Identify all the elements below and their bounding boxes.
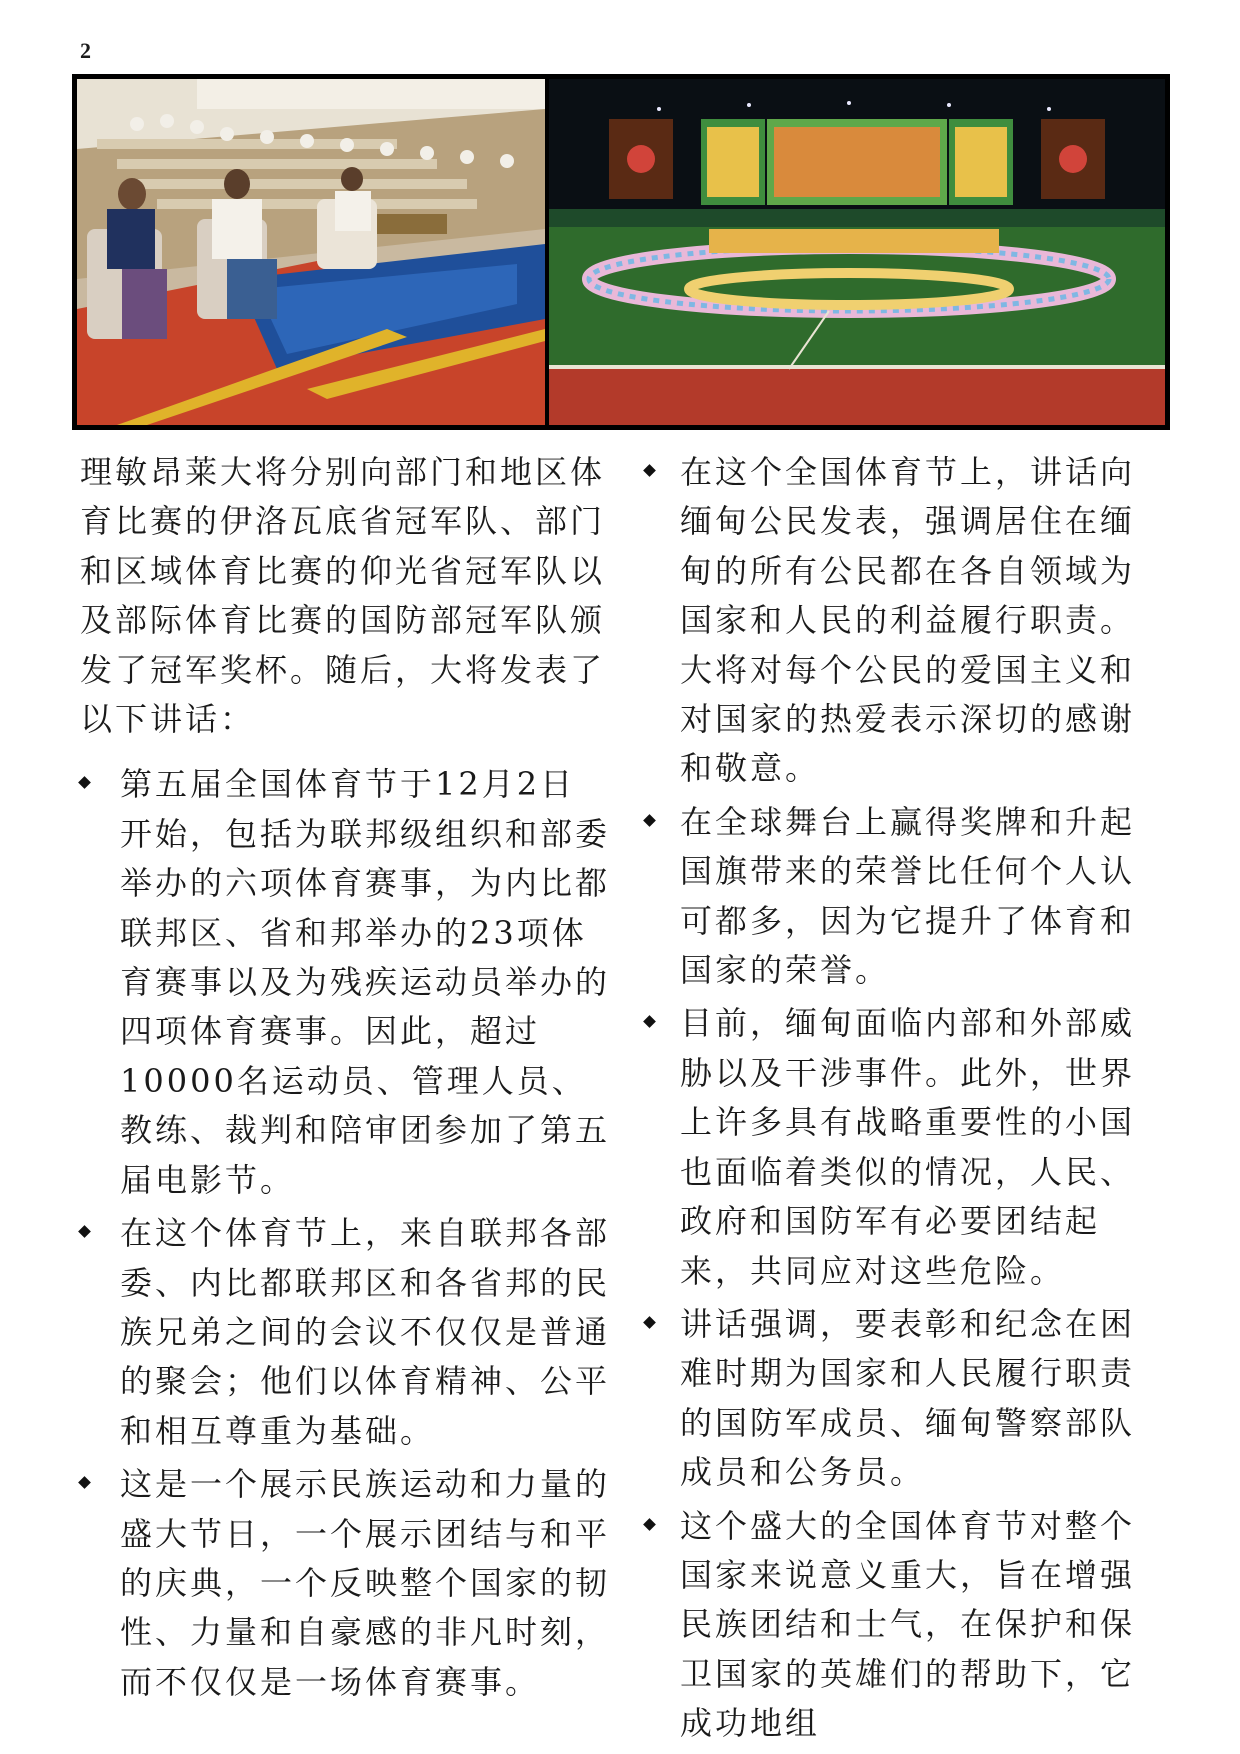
list-item: [645, 1300, 1165, 1498]
list-item-text: 讲话强调，要表彰和纪念在困难时期为国家和人民履行职责的国防军成员、缅甸警察部队成员和公务员。: [680, 1304, 1136, 1492]
diamond-bullet-icon: [643, 1518, 656, 1531]
list-item: [645, 798, 1165, 996]
spectators-photo: [77, 79, 545, 425]
list-item: [80, 1460, 610, 1707]
diamond-bullet-icon: [643, 1016, 656, 1029]
list-item-text: 目前，缅甸面临内部和外部威胁以及干涉事件。此外，世界上许多具有战略重要性的小国也面临着类似的情况，人民、政府和国防军有必要团结起来，共同应对这些危险。: [680, 1004, 1136, 1290]
right-bullet-list: [645, 448, 1165, 1749]
intro-paragraph: 理敏昂莱大将分别向部门和地区体育比赛的伊洛瓦底省冠军队、部门和区域体育比赛的仰光省冠军队以及部际体育比赛的国防部冠军队颁发了冠军奖杯。随后，大将发表了以下讲话：: [80, 453, 606, 739]
list-item-text: 在这个体育节上，来自联邦各部委、内比都联邦区和各省邦的民族兄弟之间的会议不仅仅是普通的聚会；他们以体育精神、公平和相互尊重为基础。: [120, 1214, 611, 1450]
list-item-text: 这个盛大的全国体育节对整个国家来说意义重大，旨在增强民族团结和士气，在保护和保卫国家的英雄们的帮助下，它成功地组: [680, 1506, 1136, 1743]
list-item-text: 这是一个展示民族运动和力量的盛大节日，一个展示团结与和平的庆典，一个反映整个国家的韧性、力量和自豪感的非凡时刻，而不仅仅是一场体育赛事。: [120, 1465, 611, 1701]
list-item: [645, 1502, 1165, 1749]
diamond-bullet-icon: [78, 777, 91, 790]
diamond-bullet-icon: [78, 1225, 91, 1238]
left-column: [80, 448, 610, 1711]
left-bullet-list: [80, 760, 610, 1707]
diamond-bullet-icon: [643, 814, 656, 827]
list-item: [80, 1209, 610, 1456]
diamond-bullet-icon: [643, 464, 656, 477]
diamond-bullet-icon: [78, 1476, 91, 1489]
list-item: [645, 448, 1165, 794]
list-item: [80, 760, 610, 1205]
page-number: 2: [80, 38, 91, 63]
photo-strip: [72, 74, 1170, 430]
list-item-text: 在全球舞台上赢得奖牌和升起国旗带来的荣誉比任何个人认可都多，因为它提升了体育和国家的荣誉。: [680, 802, 1136, 990]
list-item-text: 在这个全国体育节上，讲话向缅甸公民发表，强调居住在缅甸的所有公民都在各自领域为国家和人民的利益履行职责。大将对每个公民的爱国主义和对国家的热爱表示深切的感谢和敬意。: [680, 453, 1136, 788]
stadium-ceremony-photo: [549, 79, 1165, 425]
list-item: [645, 999, 1165, 1295]
list-item-text: 第五届全国体育节于12月2日开始，包括为联邦级组织和部委举办的六项体育赛事，为内比都联邦区、省和邦举办的23项体育赛事以及为残疾运动员举办的四项体育赛事。因此，超过10000名运动员、管理人员、教练、裁判和陪审团参加了第五届电影节。: [120, 765, 611, 1199]
diamond-bullet-icon: [643, 1316, 656, 1329]
right-column: [645, 448, 1165, 1753]
